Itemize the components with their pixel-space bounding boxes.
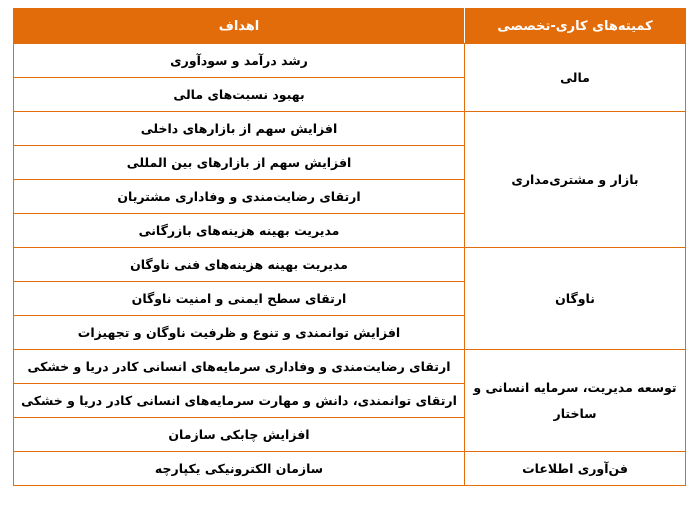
goal-cell: افزایش چابکی سازمان: [14, 418, 465, 452]
goal-cell: مدیریت بهینه هزینه‌های بازرگانی: [14, 214, 465, 248]
goal-cell: مدیریت بهینه هزینه‌های فنی ناوگان: [14, 248, 465, 282]
table-row: [14, 248, 686, 282]
goal-cell: بهبود نسبت‌های مالی: [14, 78, 465, 112]
table-row: [14, 112, 686, 146]
table-row: [14, 350, 686, 384]
committee-cell-human-capital: توسعه مدیریت، سرمایه انسانی و ساختار: [465, 350, 686, 452]
committee-goals-table: [13, 8, 686, 486]
table-row: [14, 44, 686, 78]
committee-cell-finance: مالی: [465, 44, 686, 112]
header-goals: اهداف: [14, 9, 465, 44]
goal-cell: سازمان الکترونیکی یکپارچه: [14, 452, 465, 486]
goal-cell: ارتقای توانمندی، دانش و مهارت سرمایه‌های انسانی کادر دریا و خشکی: [14, 384, 465, 418]
goal-cell: افزایش توانمندی و تنوع و ظرفیت ناوگان و تجهیزات: [14, 316, 465, 350]
committee-cell-market: بازار و مشتری‌مداری: [465, 112, 686, 248]
committee-cell-fleet: ناوگان: [465, 248, 686, 350]
committee-goals-table-wrapper: [13, 8, 685, 496]
table-header-row: [14, 9, 686, 44]
goal-cell: ارتقای رضایت‌مندی و وفاداری سرمایه‌های انسانی کادر دریا و خشکی: [14, 350, 465, 384]
goal-cell: رشد درآمد و سودآوری: [14, 44, 465, 78]
goal-cell: افزایش سهم از بازارهای داخلی: [14, 112, 465, 146]
table-row: [14, 452, 686, 486]
goal-cell: ارتقای سطح ایمنی و امنیت ناوگان: [14, 282, 465, 316]
header-committee: کمیته‌های کاری-تخصصی: [465, 9, 686, 44]
goal-cell: افزایش سهم از بازارهای بین المللی: [14, 146, 465, 180]
goal-cell: ارتقای رضایت‌مندی و وفاداری مشتریان: [14, 180, 465, 214]
committee-cell-it: فن‌آوری اطلاعات: [465, 452, 686, 486]
